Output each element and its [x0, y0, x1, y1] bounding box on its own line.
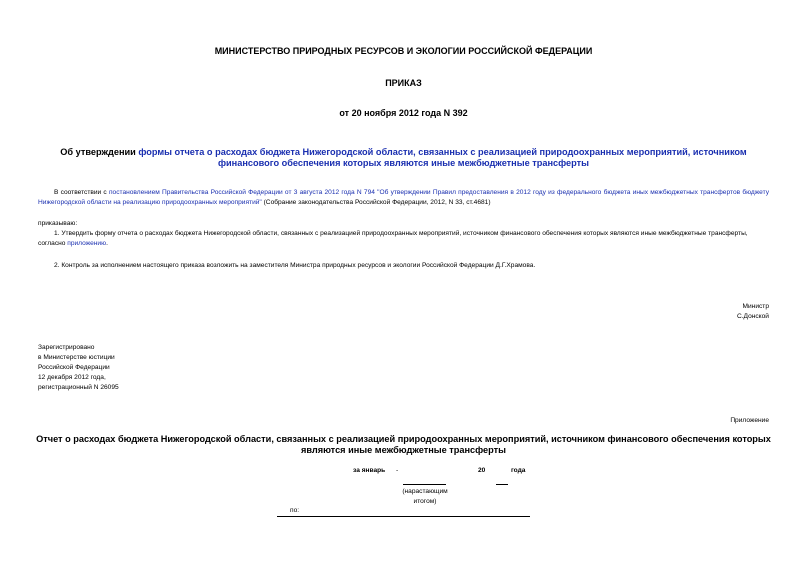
registration-line: Российской Федерации: [38, 364, 110, 371]
cumulative-line: (нарастающим: [402, 488, 448, 495]
by-label: по:: [290, 507, 300, 514]
document-type: ПРИКАЗ: [385, 78, 422, 88]
appendix-link[interactable]: приложению: [67, 240, 107, 247]
title-form-link[interactable]: формы отчета о расходах бюджета Нижегородской области, связанных с реализацией природоохранных мероприятий, источником финансового обеспечения которых являются иные межбюджетные трансферты: [138, 147, 747, 168]
document-title: [36, 147, 771, 169]
period-dash: -: [396, 467, 399, 474]
item1-end: .: [106, 240, 108, 247]
cumulative-line: итогом): [413, 498, 437, 505]
appendix-label: Приложение: [730, 417, 769, 424]
appendix-title: Отчет о расходах бюджета Нижегородской области, связанных с реализацией природоохранных мероприятий, источником финансового обеспечения которых являются иные межбюджетные трансферты: [36, 434, 771, 455]
government-decree-link[interactable]: постановлением Правительства Российской Федерации от 3 августа 2012 года N 794 "Об утверждении Правил предоставления в 2012 году из федерального бюджета иных межбюджетных трансфертов бюджету Нижегородской области на реализацию природоохранных мероприятий": [38, 189, 770, 206]
ministry-heading: МИНИСТЕРСТВО ПРИРОДНЫХ РЕСУРСОВ И ЭКОЛОГИИ РОССИЙСКОЙ ФЕДЕРАЦИИ: [214, 46, 593, 56]
month-input-line[interactable]: [403, 484, 446, 485]
cumulative-note: [395, 487, 455, 507]
signature-name: С.Донской: [736, 313, 769, 320]
title-prefix: Об утверждении: [60, 147, 139, 157]
year-label: года: [511, 467, 526, 474]
registration-line: в Министерстве юстиции: [38, 354, 115, 361]
registration-line: Зарегистрировано: [38, 344, 95, 351]
registration-block: [38, 343, 119, 393]
preamble-suffix: (Собрание законодательства Российской Федерации, 2012, N 33, ст.4681): [261, 199, 491, 206]
item1-text: 1. Утвердить форму отчета о расходах бюджета Нижегородской области, связанных с реализацией природоохранных мероприятий, источником финансового обеспечения которых являются иные межбюджетные трансферты, согласно: [38, 230, 748, 247]
period-label: за январь: [353, 467, 386, 474]
order-item-1: [38, 229, 769, 249]
document-date-number: от 20 ноября 2012 года N 392: [339, 108, 468, 118]
order-word: приказываю:: [38, 220, 78, 227]
by-input-line[interactable]: [277, 516, 530, 517]
year-prefix: 20: [478, 467, 486, 474]
order-item-2: 2. Контроль за исполнением настоящего приказа возложить на заместителя Министра природных ресурсов и экологии Российской Федерации Д.Г.Храмова.: [54, 262, 536, 269]
signature-position: Министр: [742, 303, 769, 310]
year-input-line[interactable]: [496, 484, 508, 485]
registration-line: регистрационный N 26095: [38, 384, 119, 391]
preamble-prefix: В соответствии с: [54, 189, 109, 196]
registration-line: 12 декабря 2012 года,: [38, 374, 106, 381]
preamble-paragraph: [38, 188, 769, 208]
